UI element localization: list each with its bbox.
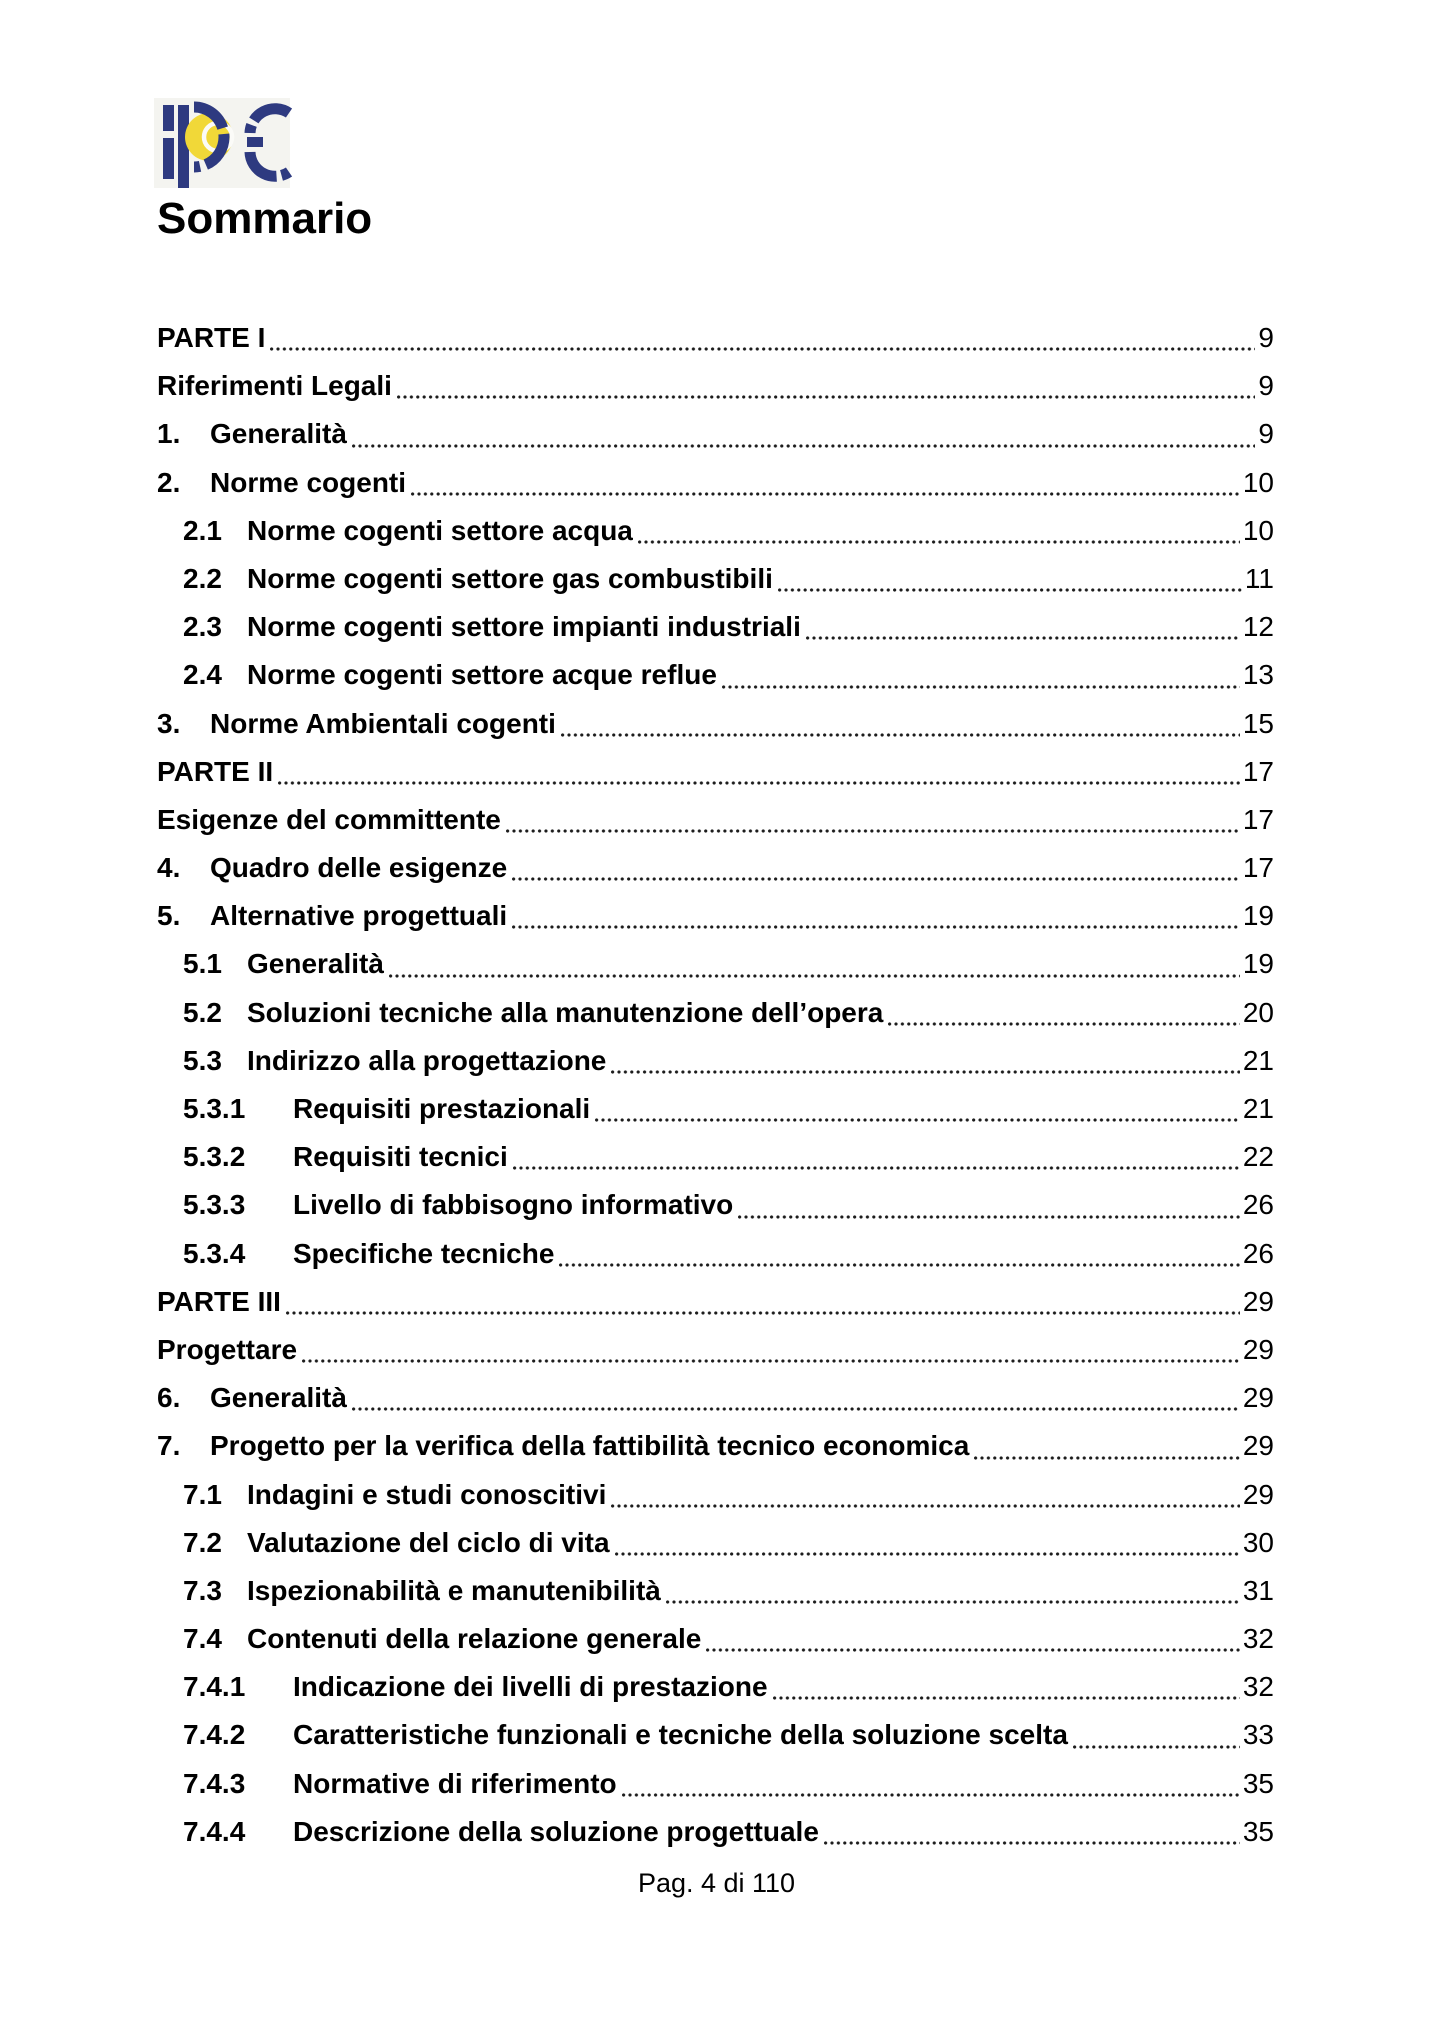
- toc-dot-leader: [611, 1070, 1239, 1074]
- toc-entry[interactable]: [157, 1093, 1274, 1141]
- toc-entry-label: Generalità: [247, 948, 384, 980]
- toc-entry-number: 5.1: [183, 948, 222, 980]
- toc-dot-leader: [824, 1841, 1240, 1845]
- toc-entry-page: 19: [1242, 900, 1274, 932]
- toc-entry-number: 7.: [157, 1430, 181, 1462]
- toc-dot-leader: [286, 1311, 1240, 1315]
- toc-entry-label: Requisiti tecnici: [293, 1141, 508, 1173]
- toc-entry-number: 1.: [157, 418, 181, 450]
- toc-entry[interactable]: [157, 1768, 1274, 1816]
- toc-entry[interactable]: [157, 1238, 1274, 1286]
- toc-entry-number: 7.4.1: [183, 1671, 246, 1703]
- toc-dot-leader: [706, 1648, 1240, 1652]
- toc-entry[interactable]: [157, 708, 1274, 756]
- toc-entry-page: 31: [1242, 1574, 1274, 1606]
- toc-entry-number: 2.3: [183, 611, 222, 643]
- toc-dot-leader: [270, 347, 1255, 351]
- toc-dot-leader: [397, 395, 1255, 399]
- toc-entry-page: 29: [1242, 1478, 1274, 1510]
- toc-entry-label: Indirizzo alla progettazione: [247, 1044, 607, 1076]
- toc-dot-leader: [622, 1793, 1240, 1797]
- toc-entry-page: 26: [1242, 1237, 1274, 1269]
- toc-entry-label: Requisiti prestazionali: [293, 1093, 591, 1124]
- toc-entry-number: 2.: [157, 466, 181, 498]
- toc-entry-label: Livello di fabbisogno informativo: [293, 1189, 734, 1221]
- toc-entry[interactable]: [157, 756, 1274, 804]
- toc-entry-number: 5.3.4: [183, 1237, 246, 1269]
- toc-dot-leader: [666, 1600, 1240, 1604]
- toc-dot-leader: [611, 1504, 1239, 1508]
- toc-entry[interactable]: [157, 948, 1274, 996]
- toc-entry-page: 17: [1242, 852, 1274, 884]
- page-number-footer: Pag. 4 di 110: [637, 1868, 796, 1898]
- toc-entry[interactable]: [157, 997, 1274, 1045]
- toc-dot-leader: [559, 1263, 1239, 1267]
- toc-entry-page: 32: [1242, 1623, 1274, 1655]
- toc-entry-page: 10: [1242, 466, 1274, 498]
- toc-entry-number: 7.4.3: [183, 1767, 246, 1799]
- toc-entry-number: 5.3.1: [183, 1093, 246, 1124]
- toc-entry-number: 4.: [157, 852, 181, 884]
- toc-dot-leader: [352, 444, 1255, 448]
- toc-entry-number: 7.4: [183, 1623, 222, 1655]
- toc-dot-leader: [974, 1456, 1240, 1460]
- toc-entry-label: Progettare: [157, 1333, 298, 1365]
- toc-entry-label: Norme cogenti: [210, 466, 407, 498]
- toc-entry-label: Norme cogenti settore acqua: [247, 514, 633, 546]
- toc-entry-label: PARTE I: [157, 322, 266, 353]
- toc-entry[interactable]: [157, 1575, 1274, 1623]
- toc-entry-page: 29: [1242, 1333, 1274, 1365]
- toc-dot-leader: [888, 1022, 1240, 1026]
- toc-entry[interactable]: [157, 1527, 1274, 1575]
- toc-entry[interactable]: [157, 322, 1274, 370]
- toc-entry-page: 10: [1242, 514, 1274, 546]
- toc-entry[interactable]: [157, 1189, 1274, 1237]
- toc-entry-page: 9: [1258, 418, 1274, 450]
- toc-entry-label: Norme cogenti settore gas combustibili: [247, 562, 773, 594]
- toc-entry-number: 2.4: [183, 659, 222, 691]
- toc-entry-page: 29: [1242, 1382, 1274, 1414]
- toc-dot-leader: [1073, 1745, 1240, 1749]
- toc-dot-leader: [512, 925, 1240, 929]
- toc-entry-label: Indagini e studi conoscitivi: [247, 1478, 607, 1510]
- toc-entry-label: Specifiche tecniche: [293, 1237, 555, 1269]
- toc-entry-page: 17: [1242, 803, 1274, 835]
- toc-entry-page: 35: [1242, 1767, 1274, 1799]
- toc-entry-number: 7.2: [183, 1526, 222, 1558]
- toc-entry-page: 12: [1242, 611, 1274, 643]
- toc-entry[interactable]: [157, 900, 1274, 948]
- toc-entry-label: Quadro delle esigenze: [210, 852, 508, 884]
- toc-entry-number: 7.1: [183, 1478, 222, 1510]
- toc-entry-label: Esigenze del committente: [157, 803, 501, 835]
- toc-entry-page: 29: [1242, 1285, 1274, 1317]
- toc-entry-label: Generalità: [210, 1382, 347, 1414]
- toc-dot-leader: [278, 781, 1240, 785]
- toc-entry-page: 29: [1242, 1430, 1274, 1462]
- toc-entry-number: 5.3.2: [183, 1141, 246, 1173]
- toc-entry-number: 7.3: [183, 1574, 222, 1606]
- toc-entry[interactable]: [157, 611, 1274, 659]
- toc-entry[interactable]: [157, 1479, 1274, 1527]
- toc-entry[interactable]: [157, 1382, 1274, 1430]
- toc-entry-page: 20: [1242, 996, 1274, 1028]
- toc-entry-number: 7.4.4: [183, 1815, 246, 1847]
- toc-entry[interactable]: [157, 1334, 1274, 1382]
- toc-entry-page: 26: [1242, 1189, 1274, 1221]
- toc-entry-page: 17: [1242, 755, 1274, 787]
- toc-entry[interactable]: [157, 370, 1274, 418]
- toc-entry-number: 2.2: [183, 562, 222, 594]
- toc-entry[interactable]: [157, 467, 1274, 515]
- toc-entry-number: 2.1: [183, 514, 222, 546]
- toc-entry-label: Normative di riferimento: [293, 1767, 617, 1799]
- toc-entry-page: 32: [1242, 1671, 1274, 1703]
- toc-entry-label: Caratteristiche funzionali e tecniche della soluzione scelta: [293, 1719, 1068, 1751]
- toc-entry-number: 3.: [157, 707, 181, 739]
- toc-dot-leader: [389, 974, 1240, 978]
- toc-entry-page: 9: [1258, 370, 1274, 402]
- toc-entry-number: 7.4.2: [183, 1719, 246, 1751]
- toc-entry-label: Norme cogenti settore impianti industriali: [247, 611, 801, 643]
- toc-dot-leader: [411, 492, 1240, 496]
- toc-entry-number: 5.: [157, 900, 181, 932]
- toc-dot-leader: [513, 1166, 1240, 1170]
- toc-entry-page: 30: [1242, 1526, 1274, 1558]
- toc-entry-page: 21: [1242, 1044, 1274, 1076]
- toc-entry-page: 11: [1244, 562, 1274, 594]
- toc-entry-page: 13: [1242, 659, 1274, 691]
- toc-entry-label: Soluzioni tecniche alla manutenzione dell’opera: [247, 996, 884, 1028]
- toc-entry-number: 5.3: [183, 1044, 222, 1076]
- toc-entry[interactable]: [157, 1141, 1274, 1189]
- table-of-contents: [157, 322, 1274, 1864]
- toc-entry-label: Generalità: [210, 418, 347, 450]
- toc-entry-page: 22: [1242, 1141, 1274, 1173]
- toc-entry[interactable]: [157, 418, 1274, 466]
- toc-entry[interactable]: [157, 1671, 1274, 1719]
- toc-dot-leader: [638, 540, 1240, 544]
- toc-entry-label: Norme cogenti settore acque reflue: [247, 659, 717, 691]
- toc-entry-label: Valutazione del ciclo di vita: [247, 1526, 610, 1558]
- toc-entry-label: PARTE III: [157, 1285, 281, 1317]
- toc-entry-number: 5.2: [183, 996, 222, 1028]
- toc-dot-leader: [738, 1215, 1240, 1219]
- toc-entry[interactable]: [157, 1045, 1274, 1093]
- toc-entry[interactable]: [157, 852, 1274, 900]
- toc-dot-leader: [773, 1696, 1240, 1700]
- toc-dot-leader: [506, 829, 1240, 833]
- toc-entry[interactable]: [157, 1623, 1274, 1671]
- toc-entry-page: 33: [1242, 1719, 1274, 1751]
- toc-entry[interactable]: [157, 804, 1274, 852]
- toc-dot-leader: [561, 733, 1240, 737]
- toc-entry-label: Indicazione dei livelli di prestazione: [293, 1671, 768, 1703]
- toc-entry-page: 21: [1242, 1093, 1274, 1124]
- toc-entry-label: Ispezionabilità e manutenibilità: [247, 1574, 661, 1606]
- toc-entry-number: 5.3.3: [183, 1189, 246, 1221]
- toc-entry-label: PARTE II: [157, 755, 274, 787]
- toc-entry[interactable]: [157, 515, 1274, 563]
- toc-entry[interactable]: [157, 1816, 1274, 1864]
- toc-entry-label: Riferimenti Legali: [157, 370, 392, 402]
- toc-entry-page: 35: [1242, 1815, 1274, 1847]
- toc-entry[interactable]: [157, 1719, 1274, 1767]
- page-title: Sommario: [157, 194, 373, 243]
- toc-entry-page: 9: [1258, 322, 1274, 353]
- toc-dot-leader: [512, 877, 1240, 881]
- toc-entry-number: 6.: [157, 1382, 181, 1414]
- toc-entry-label: Progetto per la verifica della fattibilità tecnico economica: [210, 1430, 970, 1462]
- company-logo-icon: [148, 93, 295, 192]
- toc-entry-page: 19: [1242, 948, 1274, 980]
- toc-dot-leader: [595, 1118, 1240, 1122]
- toc-entry-label: Alternative progettuali: [210, 900, 508, 932]
- toc-dot-leader: [615, 1552, 1240, 1556]
- toc-dot-leader: [806, 636, 1240, 640]
- toc-dot-leader: [302, 1359, 1240, 1363]
- toc-entry[interactable]: [157, 563, 1274, 611]
- toc-entry-label: Norme Ambientali cogenti: [210, 707, 556, 739]
- toc-entry[interactable]: [157, 1286, 1274, 1334]
- toc-entry-label: Descrizione della soluzione progettuale: [293, 1815, 819, 1847]
- toc-entry[interactable]: [157, 659, 1274, 707]
- toc-dot-leader: [352, 1407, 1240, 1411]
- toc-dot-leader: [778, 588, 1242, 592]
- toc-entry-page: 15: [1242, 707, 1274, 739]
- toc-entry[interactable]: [157, 1430, 1274, 1478]
- toc-dot-leader: [722, 685, 1240, 689]
- toc-entry-label: Contenuti della relazione generale: [247, 1623, 702, 1655]
